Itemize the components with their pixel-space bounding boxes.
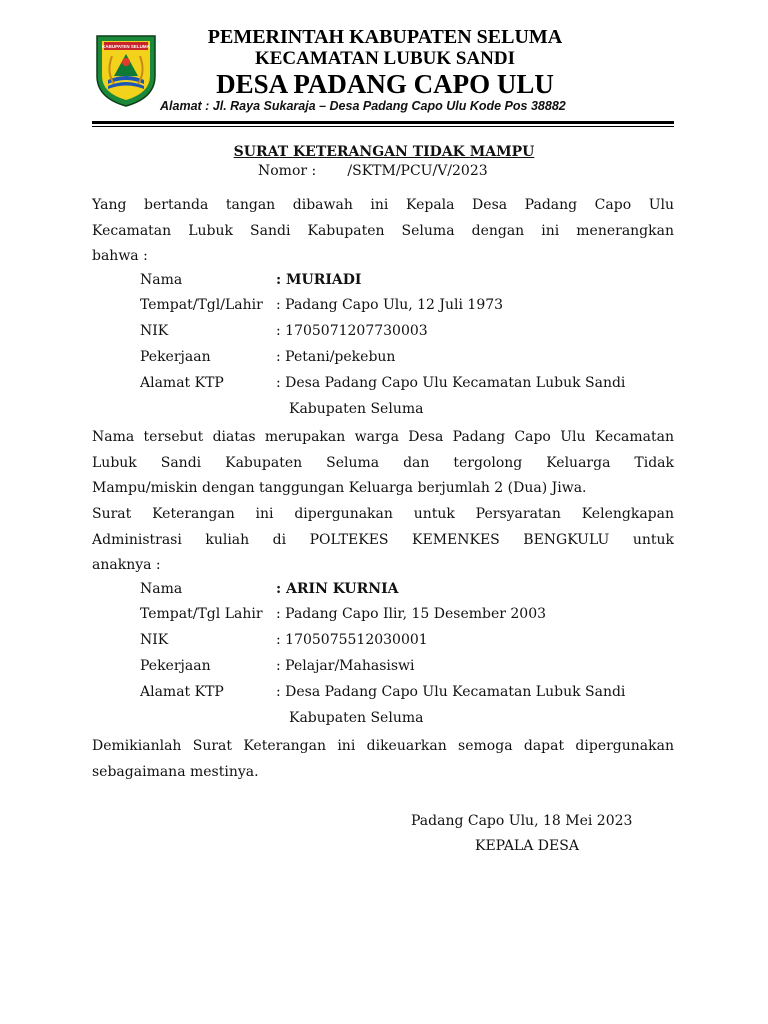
para-line: anaknya : (92, 557, 161, 574)
letter-number: Nomor : /SKTM/PCU/V/2023 (258, 163, 488, 179)
person1-address-cont: Kabupaten Seluma (289, 401, 424, 417)
field-value: : Desa Padang Capo Ulu Kecamatan Lubuk Sandi (276, 684, 626, 700)
intro-line: Kecamatan Lubuk Sandi Kabupaten Seluma dengan ini menerangkan (92, 222, 674, 239)
header-government: PEMERINTAH KABUPATEN SELUMA (207, 26, 563, 48)
field-label: Tempat/Tgl Lahir (140, 606, 263, 622)
intro-line: Yang bertanda tangan dibawah ini Kepala Desa Padang Capo Ulu (92, 197, 674, 213)
field-value: : MURIADI (276, 272, 362, 288)
header-village: DESA PADANG CAPO ULU (216, 69, 554, 99)
person2-address-cont: Kabupaten Seluma (289, 710, 424, 726)
field-label: NIK (140, 323, 169, 339)
field-label: Pekerjaan (140, 658, 211, 674)
header-rule-thick (92, 121, 674, 124)
field-label: Nama (140, 581, 183, 597)
signatory-title: KEPALA DESA (475, 838, 579, 854)
field-value: : Padang Capo Ilir, 15 Desember 2003 (276, 606, 547, 622)
field-label: Alamat KTP (140, 684, 224, 700)
field-label: Pekerjaan (140, 349, 211, 365)
para-line: Demikianlah Surat Keterangan ini dikeuarkan semoga dapat dipergunakan (92, 738, 674, 754)
header-rule-thin (92, 126, 674, 127)
field-value: : Petani/pekebun (276, 349, 396, 365)
field-label: Nama (140, 272, 183, 288)
para-line: sebagaimana mestinya. (92, 763, 259, 780)
para-line: Lubuk Sandi Kabupaten Seluma dan tergolong Keluarga Tidak (92, 454, 674, 471)
purpose-paragraph (92, 502, 674, 579)
logo-text: KABUPATEN SELUMA (102, 44, 150, 49)
header-address: Alamat : Jl. Raya Sukaraja – Desa Padang Capo Ulu Kode Pos 38882 (160, 99, 566, 113)
field-value: : Padang Capo Ulu, 12 Juli 1973 (276, 297, 504, 313)
field-label: Alamat KTP (140, 375, 224, 391)
place-date: Padang Capo Ulu, 18 Mei 2023 (411, 813, 633, 829)
para-line: Mampu/miskin dengan tanggungan Keluarga berjumlah 2 (Dua) Jiwa. (92, 480, 587, 497)
closing-paragraph (92, 734, 674, 785)
para-line: Administrasi kuliah di POLTEKES KEMENKES BENGKULU untuk (92, 531, 674, 548)
field-label: Tempat/Tgl/Lahir (140, 297, 263, 313)
field-value: : Pelajar/Mahasiswi (276, 658, 415, 674)
para-line: Nama tersebut diatas merupakan warga Desa Padang Capo Ulu Kecamatan (92, 429, 674, 445)
intro-line: bahwa : (92, 248, 148, 265)
field-label: NIK (140, 632, 169, 648)
field-value: : ARIN KURNIA (276, 581, 399, 597)
kabupaten-seluma-emblem (94, 32, 158, 108)
field-value: : 1705075512030001 (276, 632, 428, 648)
residency-paragraph (92, 425, 674, 502)
para-line: Surat Keterangan ini dipergunakan untuk Persyaratan Kelengkapan (92, 506, 674, 522)
letter-title: SURAT KETERANGAN TIDAK MAMPU (233, 144, 535, 160)
intro-paragraph (92, 193, 674, 270)
field-value: : Desa Padang Capo Ulu Kecamatan Lubuk Sandi (276, 375, 626, 391)
header-district: KECAMATAN LUBUK SANDI (254, 48, 516, 69)
field-value: : 1705071207730003 (276, 323, 428, 339)
